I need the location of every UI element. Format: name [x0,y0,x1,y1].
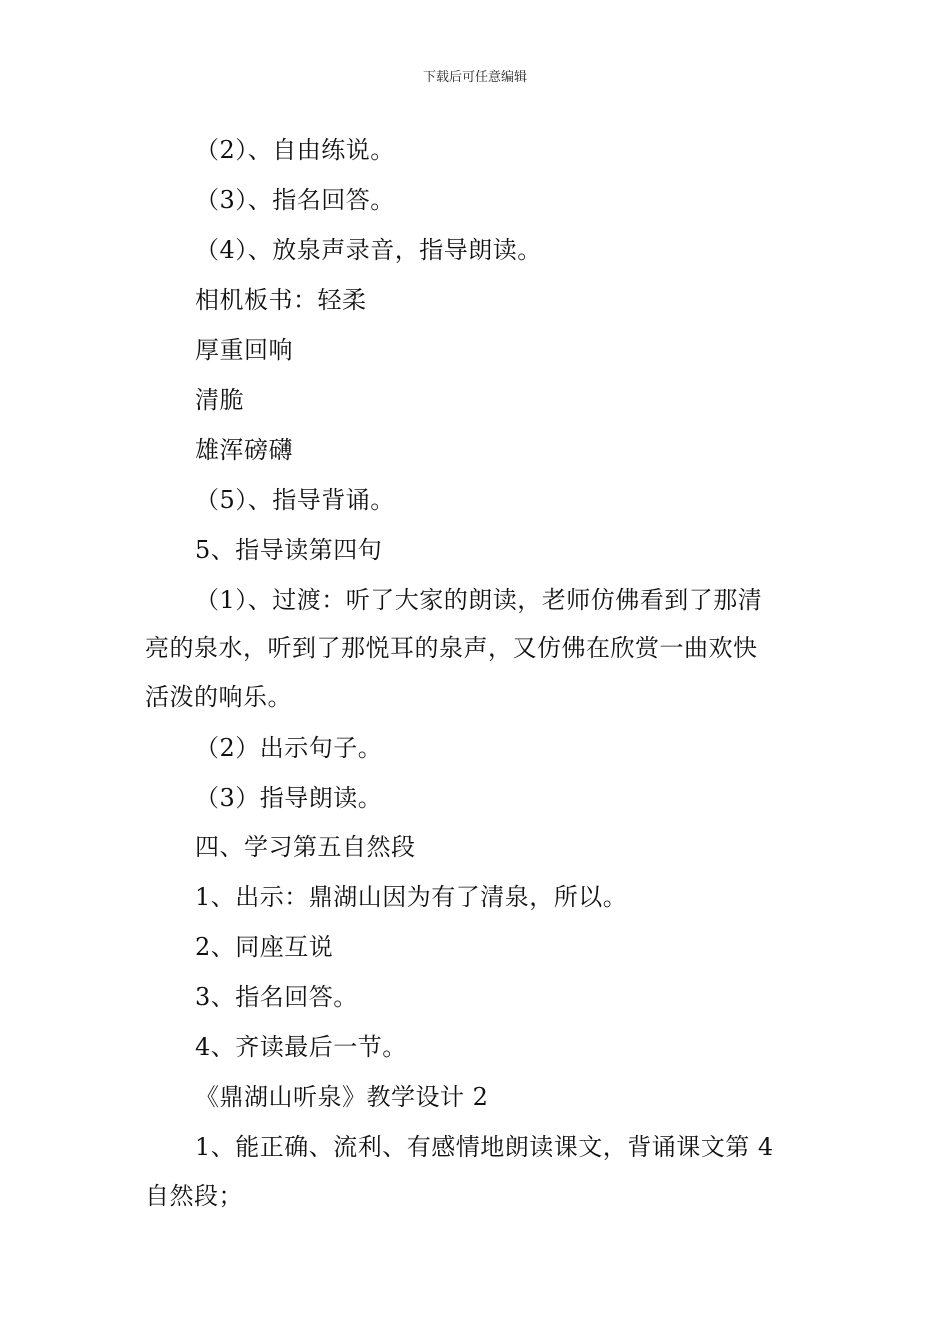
text-line: 四、学习第五自然段 [195,833,416,861]
text-line: 1、出示：鼎湖山因为有了清泉，所以。 [195,883,628,911]
text-line: 3、指名回答。 [195,983,358,1011]
text-line: 4、齐读最后一节。 [195,1033,407,1061]
text-line: 雄浑磅礴 [195,436,293,464]
text-line: 1、能正确、流利、有感情地朗读课文，背诵课文第 4 [195,1133,774,1161]
text-line: （1）、过渡：听了大家的朗读，老师仿佛看到了那清 [195,586,763,614]
text-line: 清脆 [195,386,244,414]
text-line: 活泼的响乐。 [145,683,292,711]
text-line: （2）出示句子。 [195,734,383,762]
text-line: （4）、放泉声录音，指导朗读。 [195,236,542,264]
text-line: 相机板书：轻柔 [195,286,367,314]
page-header: 下载后可任意编辑 [422,70,527,85]
text-line: （3）、指名回答。 [195,186,395,214]
text-line: 2、同座互说 [195,933,334,961]
text-line: 自然段； [145,1182,243,1210]
text-line: （2）、自由练说。 [195,136,395,164]
text-line: （5）、指导背诵。 [195,486,395,514]
text-line: 厚重回响 [195,336,293,364]
text-line: 《鼎湖山听泉》教学设计 2 [195,1083,489,1111]
text-line: （3）指导朗读。 [195,784,383,812]
text-line: 5、指导读第四句 [195,536,383,564]
text-line: 亮的泉水，听到了那悦耳的泉声，又仿佛在欣赏一曲欢快 [145,634,758,662]
